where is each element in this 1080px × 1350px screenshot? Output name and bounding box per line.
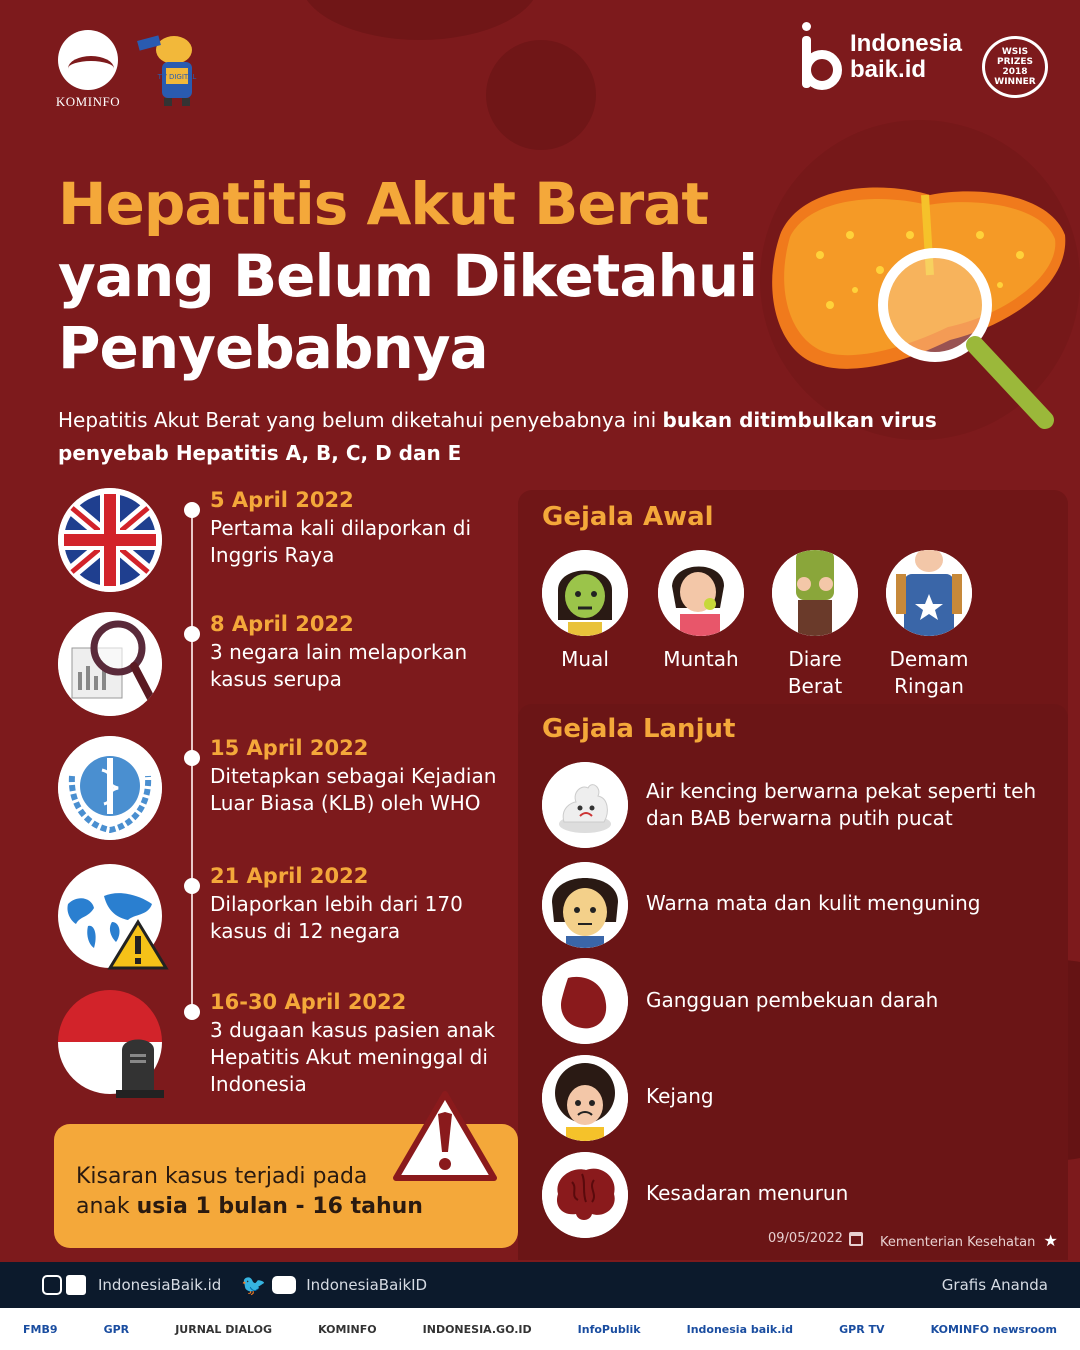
diarrhea-icon: [772, 550, 858, 636]
timeline-date: 8 April 2022: [210, 612, 354, 636]
timeline-dot: [184, 878, 200, 894]
timeline-dot: [184, 750, 200, 766]
timeline-dot: [184, 502, 200, 518]
twitter-icon[interactable]: 🐦: [241, 1273, 267, 1297]
fever-icon: [886, 550, 972, 636]
late-symptom-label: Kejang: [646, 1084, 714, 1108]
indonesiabaik-logo[interactable]: [798, 22, 962, 92]
vomit-icon: [658, 550, 744, 636]
partner-logo[interactable]: INDONESIA.GO.ID: [422, 1322, 532, 1336]
facebook-icon[interactable]: [66, 1275, 86, 1295]
late-symptom-item: [542, 958, 1062, 1046]
social-handle-1[interactable]: IndonesiaBaik.id: [98, 1276, 222, 1294]
late-symptom-item: [542, 762, 1062, 850]
partner-logo[interactable]: JURNAL DIALOG: [175, 1322, 273, 1336]
youtube-icon[interactable]: [272, 1276, 296, 1294]
partner-logo[interactable]: KOMINFO newsroom: [930, 1322, 1057, 1336]
intro-paragraph: [58, 404, 938, 470]
partner-logo[interactable]: InfoPublik: [577, 1322, 641, 1336]
early-symptom-label: Muntah: [663, 647, 739, 671]
graphic-credit: Grafis Ananda: [941, 1276, 1048, 1294]
world-map-warning-icon: [58, 864, 162, 968]
brand-line1: Indonesia: [850, 30, 963, 57]
partner-logo[interactable]: Indonesia baik.id: [686, 1322, 794, 1336]
award-line4: WINNER: [994, 77, 1036, 87]
timeline-desc: Ditetapkan sebagai Kejadian Luar Biasa (KLB) oleh WHO: [210, 764, 497, 815]
early-symptom-item: [760, 550, 870, 700]
timeline-desc: 3 negara lain melaporkan kasus serupa: [210, 640, 468, 691]
timeline-desc: 3 dugaan kasus pasien anak Hepatitis Akut meninggal di Indonesia: [210, 1018, 496, 1096]
instagram-icon[interactable]: [42, 1275, 62, 1295]
early-symptoms-heading: Gejala Awal: [542, 502, 714, 532]
partner-logos: [0, 1308, 1080, 1350]
publish-date-text: 09/05/2022: [768, 1231, 843, 1246]
late-symptom-item: [542, 862, 1062, 950]
nausea-icon: [542, 550, 628, 636]
title-line3: Penyebabnya: [58, 314, 488, 382]
award-line2: PRIZES: [996, 57, 1034, 67]
blood-drop-icon: [542, 958, 628, 1044]
timeline-date: 15 April 2022: [210, 736, 369, 760]
late-symptom-item: [542, 1152, 1062, 1240]
page-title: [58, 168, 757, 384]
award-line1: WSIS: [1001, 47, 1029, 57]
late-symptom-label: Warna mata dan kulit menguning: [646, 891, 981, 915]
partner-logo[interactable]: FMB9: [23, 1322, 58, 1336]
partner-logo[interactable]: GPR: [103, 1322, 130, 1336]
calendar-icon: [849, 1232, 863, 1246]
early-symptom-item: [874, 550, 984, 700]
star-icon: ★: [1043, 1231, 1058, 1250]
jaundice-icon: [542, 862, 628, 948]
award-line3: 2018: [1002, 67, 1028, 77]
kominfo-label: KOMINFO: [55, 94, 121, 109]
uk-flag-icon: [58, 488, 162, 592]
stool-icon: [542, 762, 628, 848]
timeline-date: 21 April 2022: [210, 864, 369, 888]
early-symptom-label: Diare Berat: [787, 647, 843, 698]
kominfo-emblem-icon: [58, 30, 118, 90]
footer-bar: [0, 1262, 1080, 1308]
header: [0, 0, 1080, 160]
late-symptom-label: Air kencing berwarna pekat seperti teh dan BAB berwarna putih pucat: [646, 779, 1037, 830]
intro-bold: bukan ditimbulkan virus penyebab Hepatitis A, B, C, D dan E: [58, 408, 937, 465]
report-magnifier-icon: [58, 612, 162, 716]
who-emblem-icon: [58, 736, 162, 840]
partner-logo[interactable]: KOMINFO: [318, 1322, 377, 1336]
timeline-desc: Dilaporkan lebih dari 170 kasus di 12 negara: [210, 892, 463, 943]
wsis-award-badge: [982, 36, 1048, 98]
late-symptoms-heading: Gejala Lanjut: [542, 714, 736, 744]
brain-icon: [542, 1152, 628, 1238]
timeline-dot: [184, 1004, 200, 1020]
early-symptom-label: Demam Ringan: [889, 647, 969, 698]
intro-normal: Hepatitis Akut Berat yang belum diketahui penyebabnya ini: [58, 408, 663, 432]
early-symptom-label: Mual: [561, 647, 609, 671]
brand-line2: baik.id: [850, 56, 927, 83]
kominfo-logo[interactable]: [48, 30, 128, 110]
source-text: Kementerian Kesehatan: [880, 1235, 1036, 1250]
late-symptom-item: [542, 1055, 1062, 1143]
indonesia-flag-grave-icon: [58, 990, 162, 1094]
tv-digital-mascot-icon: [136, 28, 204, 108]
warning-triangle-icon: [392, 1090, 498, 1182]
age-line2-bold: usia 1 bulan - 16 tahun: [136, 1194, 423, 1219]
publish-date: [768, 1231, 863, 1246]
late-symptom-label: Kesadaran menurun: [646, 1181, 849, 1205]
indonesiabaik-b-icon: [798, 22, 842, 92]
early-symptom-item: [530, 550, 640, 673]
age-line1: Kisaran kasus terjadi pada: [76, 1164, 368, 1189]
title-line2: yang Belum Diketahui: [58, 242, 757, 310]
title-line1: Hepatitis Akut Berat: [58, 170, 709, 238]
timeline-date: 16-30 April 2022: [210, 990, 407, 1014]
partner-logo[interactable]: GPR TV: [839, 1322, 885, 1336]
timeline-desc: Pertama kali dilaporkan di Inggris Raya: [210, 516, 472, 567]
mascot-label: TV DIGITAL: [157, 73, 197, 81]
source: [880, 1231, 1058, 1250]
seizure-icon: [542, 1055, 628, 1141]
social-handle-2[interactable]: IndonesiaBaikID: [306, 1276, 428, 1294]
timeline-dot: [184, 626, 200, 642]
liver-magnifier-illustration: [760, 175, 1070, 440]
age-line2-normal: anak: [76, 1194, 137, 1219]
late-symptom-label: Gangguan pembekuan darah: [646, 988, 939, 1012]
early-symptom-item: [646, 550, 756, 673]
timeline-date: 5 April 2022: [210, 488, 354, 512]
